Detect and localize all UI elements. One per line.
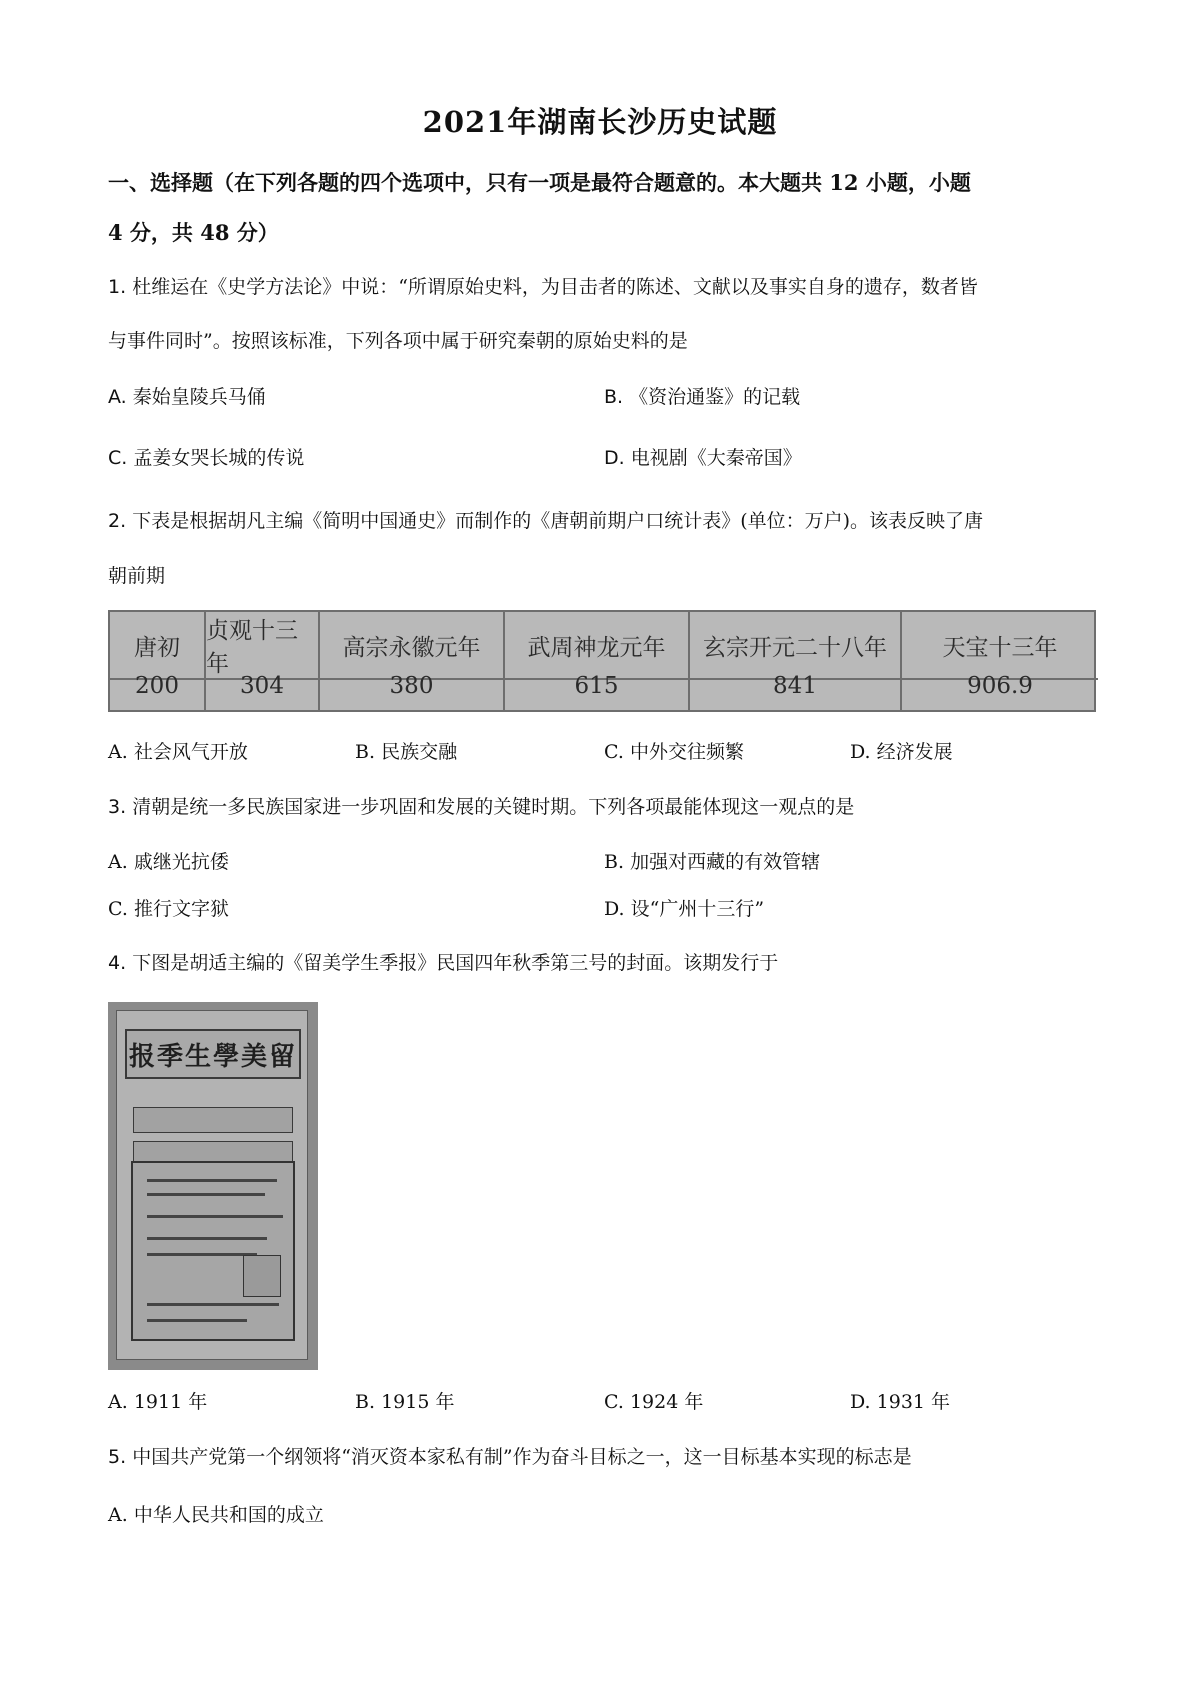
- question-5-option-a[interactable]: A. 中华人民共和国的成立: [108, 1504, 324, 1526]
- question-4: [108, 948, 778, 975]
- question-4-option-c[interactable]: C. 1924 年: [604, 1391, 704, 1413]
- question-text: 杜维运在《史学方法论》中说：“所谓原始史料，为目击者的陈述、文献以及事实自身的遗存，数者皆: [132, 276, 978, 298]
- table-header-cell: 武周神龙元年: [505, 612, 690, 680]
- table-cell: 906.9: [967, 672, 1033, 699]
- table-header-row: [110, 612, 1098, 677]
- table-header-cell: 高宗永徽元年: [320, 612, 505, 680]
- table-cell: 380: [320, 661, 505, 710]
- question-4-option-a[interactable]: A. 1911 年: [108, 1391, 208, 1413]
- table-cell: 304: [206, 661, 320, 710]
- question-number: 3.: [108, 796, 127, 818]
- cover-english-text-box: [131, 1161, 295, 1341]
- question-3-option-c[interactable]: C. 推行文字狱: [108, 898, 229, 920]
- section-heading-line1: 一、选择题（在下列各题的四个选项中，只有一项是最符合题意的。本大题共 12 小题，小题: [108, 170, 971, 195]
- question-number: 4.: [108, 952, 127, 974]
- table-header-cell: 天宝十三年: [902, 612, 1098, 680]
- question-1-option-c[interactable]: C. 孟姜女哭长城的传说: [108, 447, 305, 469]
- question-2-line2: 朝前期: [108, 565, 166, 587]
- question-2: [108, 506, 983, 533]
- section-heading-line2: 4 分，共 48 分）: [108, 220, 279, 245]
- question-3-option-b[interactable]: B. 加强对西藏的有效管辖: [604, 851, 821, 873]
- question-text: 下表是根据胡凡主编《简明中国通史》而制作的《唐朝前期户口统计表》(单位：万户)。该表反映了唐: [132, 510, 984, 532]
- table-header-cell: 玄宗开元二十八年: [690, 612, 902, 680]
- question-1-option-a[interactable]: A. 秦始皇陵兵马俑: [108, 386, 266, 408]
- cover-text-line: [147, 1215, 283, 1218]
- question-2-option-c[interactable]: C. 中外交往频繁: [604, 741, 744, 763]
- table-header-cell: 唐初: [110, 612, 206, 680]
- cover-issue-band: [133, 1107, 293, 1133]
- magazine-cover-image: [108, 1002, 318, 1370]
- question-1-option-b[interactable]: B. 《资治通鉴》的记载: [604, 386, 801, 408]
- question-4-option-b[interactable]: B. 1915 年: [355, 1391, 455, 1413]
- question-3-option-a[interactable]: A. 戚继光抗倭: [108, 851, 229, 873]
- question-text: 清朝是统一多民族国家进一步巩固和发展的关键时期。下列各项最能体现这一观点的是: [132, 796, 855, 818]
- table-cell: 841: [690, 661, 902, 710]
- question-1: [108, 272, 978, 299]
- question-2-option-d[interactable]: D. 经济发展: [850, 741, 953, 763]
- question-4-option-d[interactable]: D. 1931 年: [850, 1391, 951, 1413]
- household-statistics-table: [108, 610, 1096, 712]
- cover-frame: [116, 1010, 308, 1360]
- question-3: [108, 792, 854, 819]
- cover-text-line: [147, 1179, 277, 1182]
- question-3-option-d[interactable]: D. 设“广州十三行”: [604, 898, 765, 920]
- cover-text-line: [147, 1193, 265, 1196]
- question-number: 5.: [108, 1446, 127, 1468]
- table-row: [110, 661, 1098, 710]
- cover-text-line: [147, 1303, 279, 1306]
- page-title: 2021年湖南长沙历史试题: [422, 105, 778, 139]
- cover-text-line: [147, 1319, 247, 1322]
- table-header-cell: 贞观十三年: [206, 612, 320, 680]
- cover-masthead: 报季生學美留: [125, 1029, 301, 1079]
- table-cell: 615: [505, 661, 690, 710]
- cover-seal: [243, 1255, 281, 1297]
- table-cell: 200: [110, 661, 206, 710]
- question-number: 1.: [108, 276, 127, 298]
- question-2-option-a[interactable]: A. 社会风气开放: [108, 741, 248, 763]
- cover-text-line: [147, 1253, 257, 1256]
- question-text: 中国共产党第一个纲领将“消灭资本家私有制”作为奋斗目标之一，这一目标基本实现的标志是: [132, 1446, 912, 1468]
- question-number: 2.: [108, 510, 127, 532]
- question-1-line2: 与事件同时”。按照该标准，下列各项中属于研究秦朝的原始史料的是: [108, 330, 688, 352]
- question-5: [108, 1442, 912, 1469]
- question-1-option-d[interactable]: D. 电视剧《大秦帝国》: [604, 447, 802, 469]
- question-text: 下图是胡适主编的《留美学生季报》民国四年秋季第三号的封面。该期发行于: [132, 952, 779, 974]
- cover-text-line: [147, 1237, 267, 1240]
- question-2-option-b[interactable]: B. 民族交融: [355, 741, 458, 763]
